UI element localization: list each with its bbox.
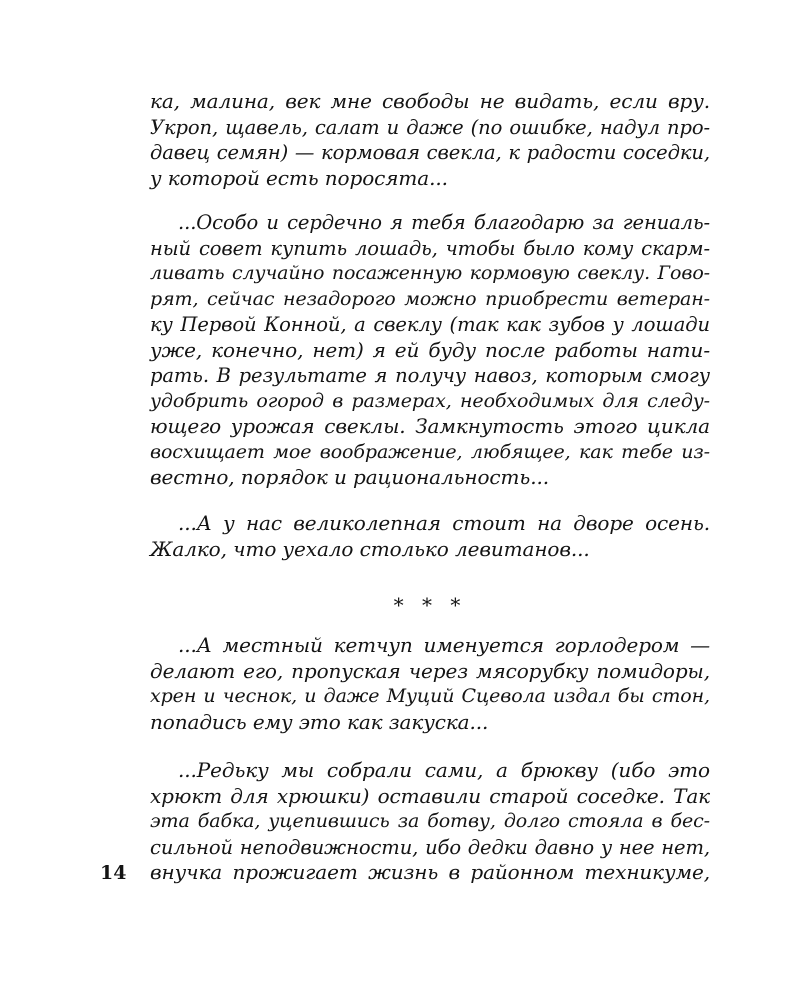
text-line: ный совет купить лошадь, чтобы было кому скарм- xyxy=(150,236,710,260)
text-line: ка, малина, век мне свободы не видать, если вру. xyxy=(150,89,710,113)
text-line: ...Особо и сердечно я тебя благодарю за гениаль- xyxy=(178,211,710,234)
text-line: Укроп, щавель, салат и даже (по ошибке, надул про- xyxy=(150,115,710,139)
text-line: делают его, пропуская через мясорубку помидоры, xyxy=(150,658,710,683)
text-line: удобрить огород в размерах, необходимых для следу- xyxy=(150,389,710,412)
text-line: ку Первой Конной, а свеклу (так как зубов у лошади xyxy=(150,313,710,336)
text-line: хрюкт для хрюшки) оставили старой соседке. Так xyxy=(150,783,710,808)
text-line: уже, конечно, нет) я ей буду после работы нати- xyxy=(150,337,710,362)
paragraph-4 xyxy=(150,633,710,735)
text-line: сильной неподвижности, ибо дедки давно у нее нет, xyxy=(150,835,710,859)
text-line: ющего урожая свеклы. Замкнутость этого цикла xyxy=(150,414,710,438)
text-line: хрен и чеснок, и даже Муций Сцевола издал бы стон, xyxy=(150,685,710,707)
text-line: восхищает мое воображение, любящее, как тебе из- xyxy=(150,440,710,463)
text-line: вестно, порядок и рациональность... xyxy=(150,465,549,489)
text-line: эта бабка, уцепившись за ботву, долго стояла в бес- xyxy=(150,810,710,832)
text-line: рать. В результате я получу навоз, которым смогу xyxy=(150,364,710,387)
page-number: 14 xyxy=(100,862,127,884)
paragraph-2 xyxy=(150,210,710,491)
paragraph-3 xyxy=(150,511,710,562)
text-line: ...Редьку мы собрали сами, а брюкву (ибо это xyxy=(178,758,710,782)
text-line: рят, сейчас незадорого можно приобрести ветеран- xyxy=(150,287,710,310)
section-separator: * * * xyxy=(393,593,467,617)
text-line: внучка прожигает жизнь в районном техникуме, xyxy=(150,860,710,884)
paragraph-1 xyxy=(150,89,710,191)
text-line: ...А у нас великолепная стоит на дворе осень. xyxy=(178,511,710,535)
text-line: Жалко, что уехало столько левитанов... xyxy=(150,536,590,561)
text-line: попадись ему это как закуска... xyxy=(150,709,489,734)
text-line: у которой есть поросята... xyxy=(150,165,448,190)
text-line: ливать случайно посаженную кормовую свеклу. Гово- xyxy=(150,262,710,284)
text-line: ...А местный кетчуп именуется горлодером — xyxy=(178,633,710,657)
paragraph-5 xyxy=(150,758,710,886)
text-line: давец семян) — кормовая свекла, к радости соседки, xyxy=(150,141,710,164)
